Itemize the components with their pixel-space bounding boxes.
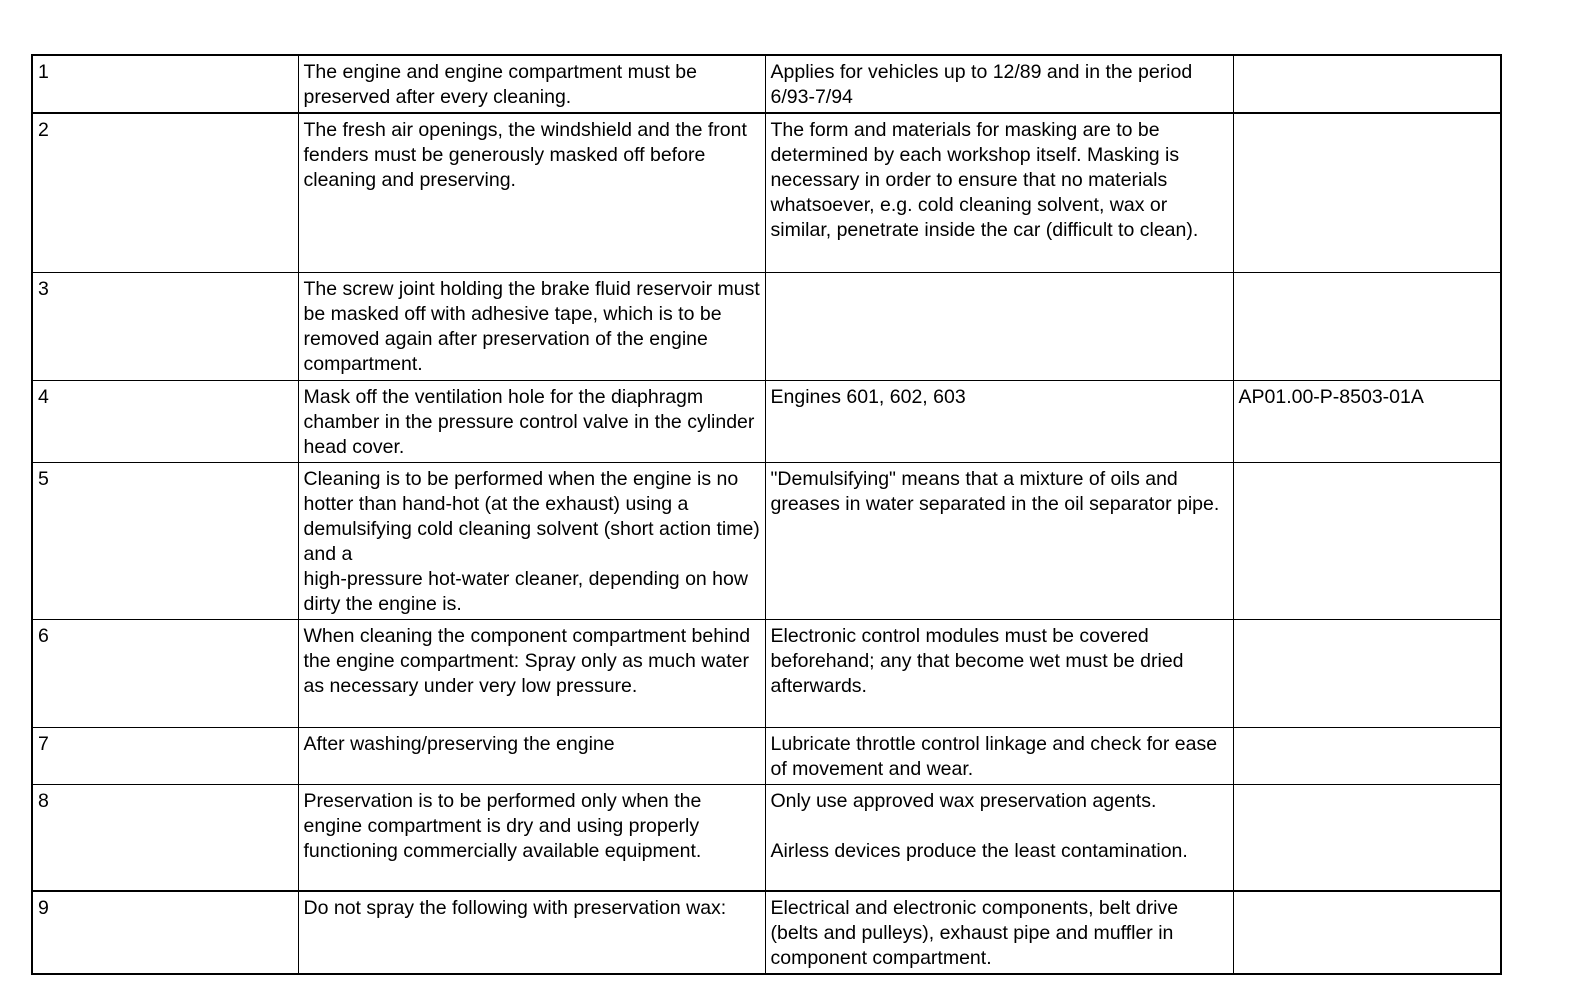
row-number: 9 — [32, 891, 298, 974]
instruction-cell: The fresh air openings, the windshield and the front fenders must be generously masked off before cleaning and preserving. — [298, 113, 765, 272]
instruction-cell: Mask off the ventilation hole for the diaphragm chamber in the pressure control valve in the cylinder head cover. — [298, 380, 765, 462]
reference-cell — [1233, 619, 1501, 727]
instruction-cell: Cleaning is to be performed when the engine is no hotter than hand-hot (at the exhaust) using a demulsifying cold cleaning solvent (short action time) and a high-pressure hot-water cleaner, depending on how dirty the engine is. — [298, 462, 765, 619]
table-row — [32, 55, 1501, 113]
instruction-cell: Do not spray the following with preservation wax: — [298, 891, 765, 974]
instruction-cell: When cleaning the component compartment behind the engine compartment: Spray only as much water as necessary under very low pressure. — [298, 619, 765, 727]
note-cell: Lubricate throttle control linkage and check for ease of movement and wear. — [765, 727, 1233, 784]
reference-cell — [1233, 462, 1501, 619]
table-row — [32, 727, 1501, 784]
table-row — [32, 619, 1501, 727]
row-number: 2 — [32, 113, 298, 272]
row-number: 8 — [32, 784, 298, 891]
reference-cell — [1233, 891, 1501, 974]
note-cell: Electrical and electronic components, belt drive (belts and pulleys), exhaust pipe and muffler in component compartment. — [765, 891, 1233, 974]
table-row — [32, 380, 1501, 462]
note-cell: Electronic control modules must be covered beforehand; any that become wet must be dried afterwards. — [765, 619, 1233, 727]
instruction-cell: After washing/preserving the engine — [298, 727, 765, 784]
table-row — [32, 113, 1501, 272]
note-cell: Only use approved wax preservation agents. Airless devices produce the least contamination. — [765, 784, 1233, 891]
table-row — [32, 891, 1501, 974]
table-row — [32, 784, 1501, 891]
row-number: 4 — [32, 380, 298, 462]
reference-cell — [1233, 784, 1501, 891]
instruction-cell: Preservation is to be performed only when the engine compartment is dry and using properly functioning commercially available equipment. — [298, 784, 765, 891]
note-cell — [765, 272, 1233, 380]
reference-cell — [1233, 727, 1501, 784]
note-cell: Applies for vehicles up to 12/89 and in the period 6/93-7/94 — [765, 55, 1233, 113]
reference-cell — [1233, 113, 1501, 272]
row-number: 5 — [32, 462, 298, 619]
row-number: 7 — [32, 727, 298, 784]
note-cell: "Demulsifying" means that a mixture of oils and greases in water separated in the oil separator pipe. — [765, 462, 1233, 619]
row-number: 1 — [32, 55, 298, 113]
instruction-cell: The screw joint holding the brake fluid reservoir must be masked off with adhesive tape, which is to be removed again after preservation of the engine compartment. — [298, 272, 765, 380]
reference-cell: AP01.00-P-8503-01A — [1233, 380, 1501, 462]
instruction-cell: The engine and engine compartment must be preserved after every cleaning. — [298, 55, 765, 113]
note-cell: Engines 601, 602, 603 — [765, 380, 1233, 462]
reference-cell — [1233, 55, 1501, 113]
note-cell: The form and materials for masking are to be determined by each workshop itself. Masking is necessary in order to ensure that no materials whatsoever, e.g. cold cleaning solvent, wax or similar, penetrate inside the car (difficult to clean). — [765, 113, 1233, 272]
row-number: 3 — [32, 272, 298, 380]
row-number: 6 — [32, 619, 298, 727]
table-row — [32, 462, 1501, 619]
reference-cell — [1233, 272, 1501, 380]
table-row — [32, 272, 1501, 380]
instructions-table — [31, 54, 1502, 975]
